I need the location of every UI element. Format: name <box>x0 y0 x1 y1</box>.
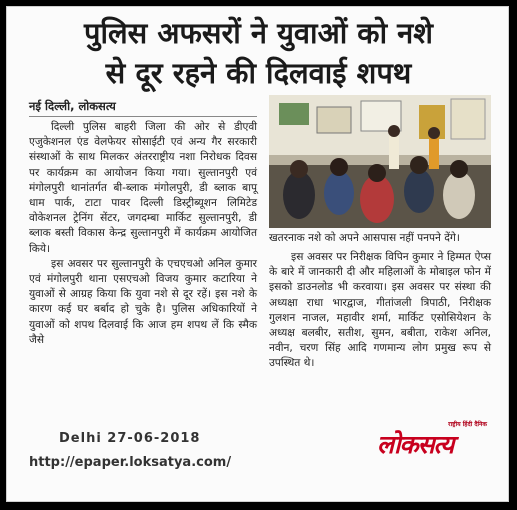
article-column-right <box>269 250 491 372</box>
headline-line-2: से दूर रहने की दिलवाई शपथ <box>105 56 412 90</box>
footer-url: http://epaper.loksatya.com/ <box>29 455 232 470</box>
logo-name: लोकसत्य <box>377 430 454 459</box>
headline-line-1: पुलिस अफसरों ने युवाओं को नशे <box>83 16 433 50</box>
photo-caption: खतरनाक नशे को अपने आसपास नहीं पनपने देंगे। <box>269 232 460 244</box>
newspaper-clipping <box>6 6 509 502</box>
classroom-photo-image <box>269 95 491 228</box>
footer-date: Delhi 27-06-2018 <box>59 431 201 446</box>
logo-tagline: राष्ट्रीय हिंदी दैनिक <box>448 421 487 428</box>
loksatya-logo <box>377 420 495 460</box>
dateline: नई दिल्ली, लोकसत्य <box>29 99 257 117</box>
paragraph: दिल्ली पुलिस बाहरी जिला की ओर से डीएवी एजुकेशनल एंड वेलफेयर सोसाईटी एवं अन्य गैर सरकारी संस्थाओं के साथ मिलकर अंतरराष्ट्रीय नशा निरोधक दिवस पर कार्यक्रम का आयोजन किया गया। सुल्तानपुरी एवं मंगोलपुरी थानांतर्गत बी-ब्लाक मंगोलपुरी, डी ब्लाक बापू धाम पार्क, टाटा पावर दिल्ली डिस्ट्रीब्यूशन लिमिटेड वोकेशनल ट्रेनिंग सेंटर, जगदम्बा मार्किट सुल्तानपुरी, डी ब्लाक बस्ती विकास केन्द्र सुल्तानपुरी में कार्यक्रम आयोजित किये। <box>29 121 257 255</box>
event-photo <box>269 95 491 228</box>
headline <box>7 13 510 93</box>
paragraph: इस अवसर पर निरीक्षक विपिन कुमार ने हिम्मत ऐप्स के बारे में जानकारी दी और महिलाओं के मोबाइल फोन में इसको डाउनलोड भी करवाया। इस अवसर पर संस्था की अध्यक्षा राधा भारद्वाज, गीतांजली त्रिपाठी, निरीक्षक गुलशन नाजल, महावीर शर्मा, मार्किट एसोसियेशन के अध्यक्ष बलबीर, सतीश, सुमन, बबीता, राकेश अनिल, नवीन, चरण सिंह आदि गणमान्य लोग प्रमुख रूप से उपस्थित थे। <box>269 251 491 370</box>
article-column-left <box>29 120 257 348</box>
paragraph: इस अवसर पर सुल्तानपुरी के एचएचओ अनिल कुमार एवं मंगोलपुरी थाना एसएचओ विजय कुमार कटारिया ने युवाओं से आग्रह किया कि युवा नशे से दूर रहें। इस नशे के कारण कई घर बर्बाद हो चुके है। पुलिस अधिकारियों ने युवाओं को शपथ दिलवाई कि आज हम शपथ लें कि स्मैक जैसे <box>29 257 257 346</box>
